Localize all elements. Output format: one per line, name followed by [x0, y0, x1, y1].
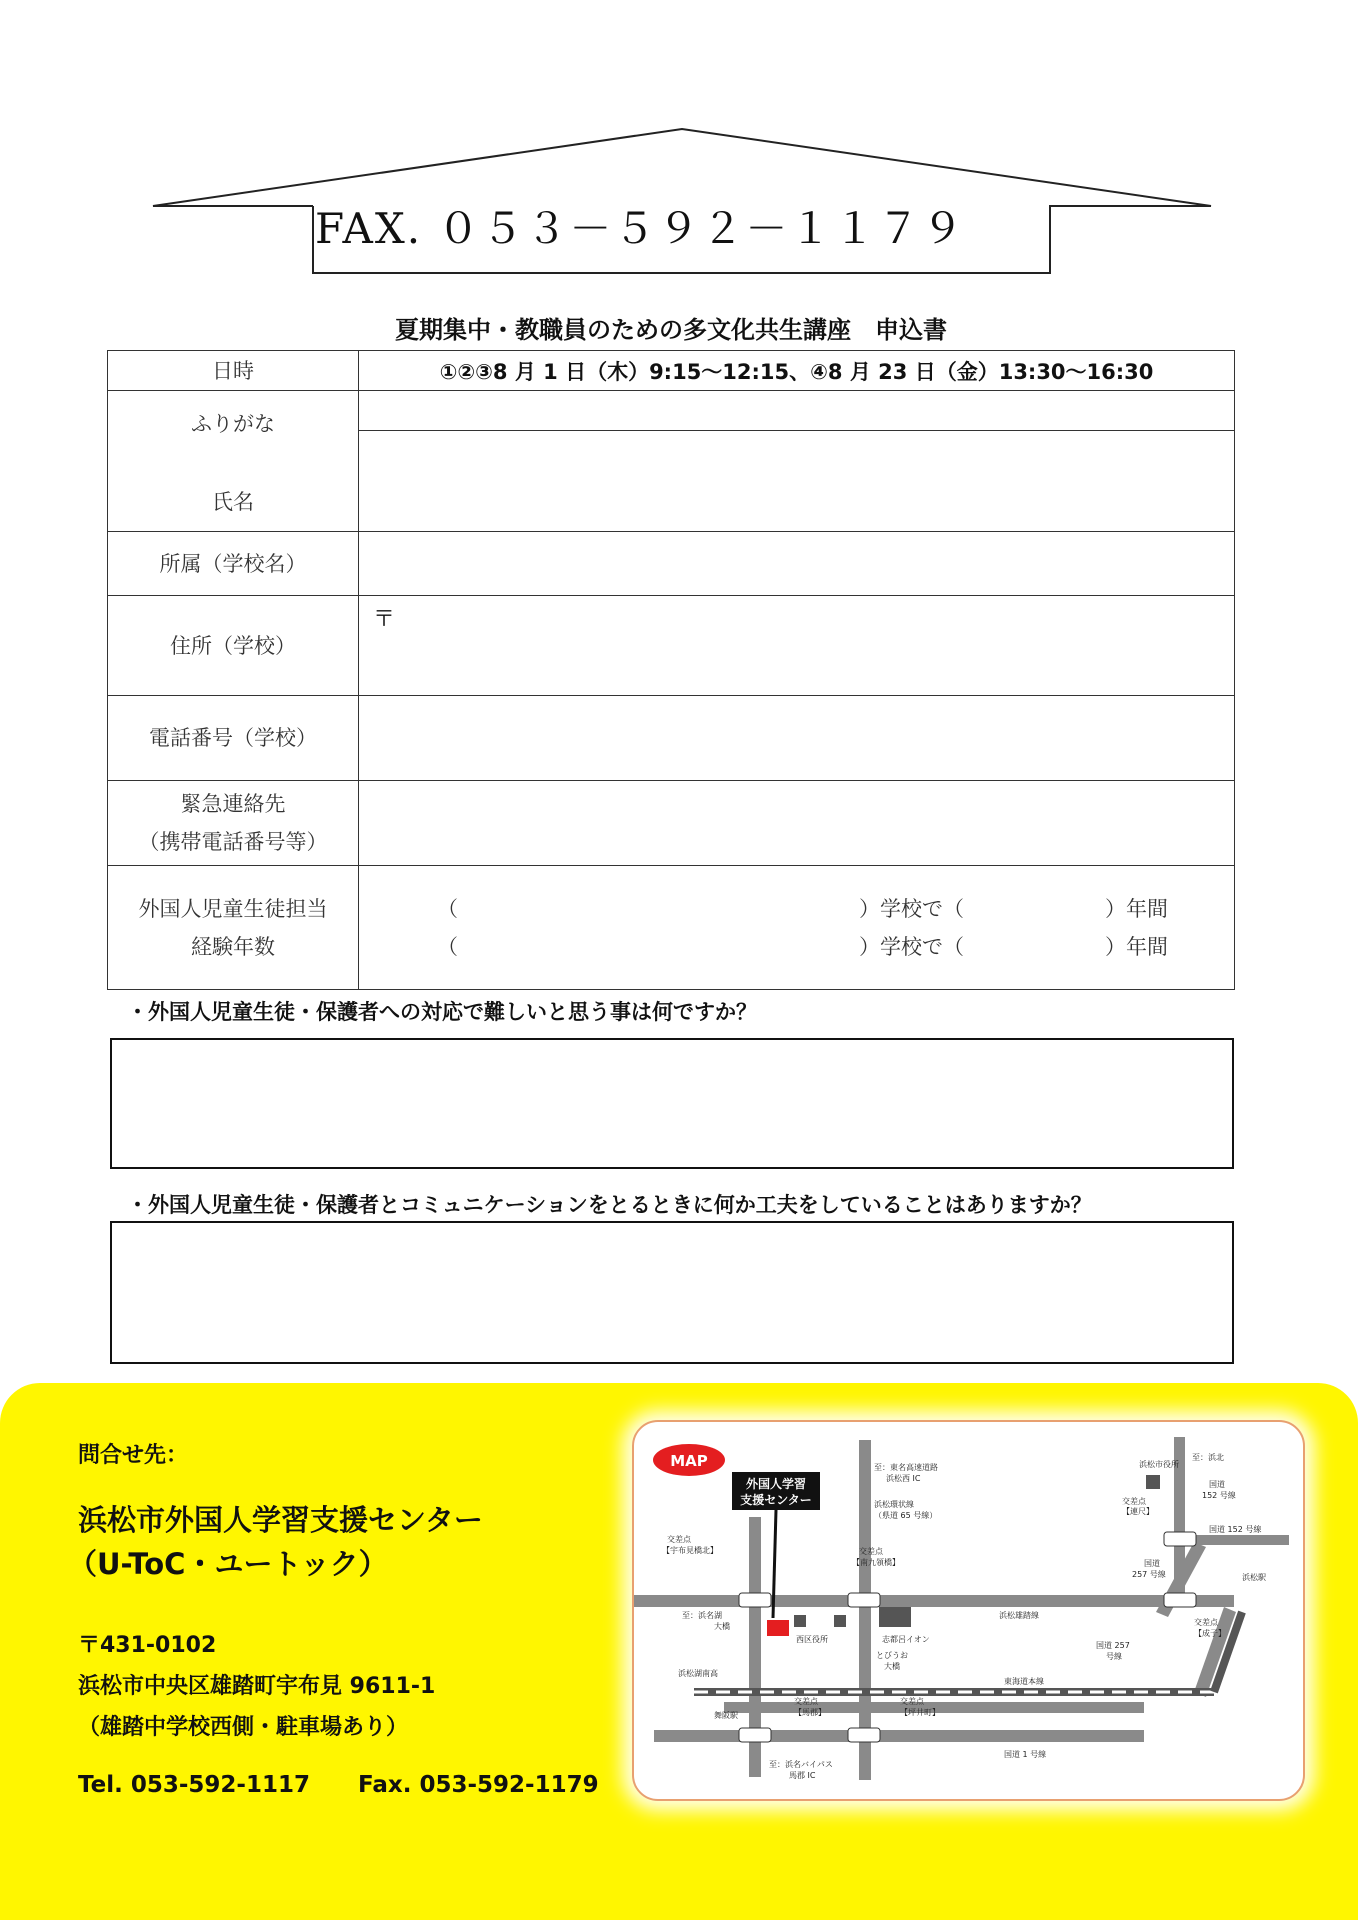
application-form-table [107, 350, 1235, 990]
map-label: 浜松市役所 [1139, 1460, 1179, 1469]
map-label: 浜松駅 [1242, 1573, 1266, 1582]
map-label: 【坪井町】 [900, 1708, 940, 1717]
map-label: 浜松西 IC [886, 1474, 921, 1483]
map-label: とびうお [876, 1651, 908, 1660]
years-text: ）年間 [1105, 896, 1168, 921]
answer-box-2[interactable] [110, 1221, 1234, 1364]
map-label: 志都呂イオン [882, 1635, 930, 1644]
map-label: 号線 [1106, 1652, 1122, 1661]
experience-field[interactable] [359, 866, 1235, 990]
map-label: 国道 [1144, 1559, 1160, 1568]
map-label: 交差点 [1122, 1497, 1146, 1506]
name-field[interactable] [359, 430, 1235, 531]
map-label: 257 号線 [1132, 1570, 1166, 1579]
map-label: 浜松雄踏線 [999, 1611, 1039, 1620]
address: 浜松市中央区雄踏町宇布見 9611-1 [78, 1674, 436, 1699]
experience-label-1: 外国人児童生徒担当 [138, 896, 328, 921]
map-label: 交差点 [859, 1547, 883, 1556]
map-label: 西区役所 [796, 1635, 828, 1644]
phone-field[interactable] [359, 696, 1235, 781]
address-label: 住所（学校） [108, 596, 359, 696]
map-label: 浜松湖南高 [678, 1669, 718, 1678]
org-abbr: （U-ToC・ユートック） [68, 1547, 388, 1581]
map-label: 大橋 [884, 1662, 900, 1671]
affiliation-field[interactable] [359, 532, 1235, 596]
school-de-text: ）学校で（ [859, 934, 964, 959]
access-map [632, 1420, 1305, 1801]
map-label: 国道 1 号線 [1004, 1750, 1047, 1759]
map-label: 国道 257 [1096, 1641, 1130, 1650]
map-label: 舞阪駅 [714, 1711, 738, 1720]
emergency-label-2: （携帯電話番号等） [138, 830, 328, 854]
furigana-label: ふりがな [191, 412, 275, 436]
postal-code: 〒431-0102 [78, 1633, 217, 1658]
map-label: 交差点 [900, 1697, 924, 1706]
phone-label: 電話番号（学校） [108, 696, 359, 781]
map-label: 【馬郡】 [794, 1708, 826, 1717]
map-label: 【宇布見橋北】 [662, 1546, 718, 1555]
map-label: 至：浜北 [1192, 1453, 1224, 1462]
fax-number-footer: Fax. 053-592-1179 [358, 1772, 599, 1798]
map-label: 至：東名高速道路 [874, 1463, 938, 1472]
map-label: 浜松環状線 [874, 1500, 914, 1509]
experience-line-2 [359, 928, 1234, 966]
map-label: 至：浜名バイパス [769, 1760, 833, 1769]
map-label: 交差点 [667, 1535, 691, 1544]
years-text: ）年間 [1105, 934, 1168, 959]
map-drawing [634, 1422, 1303, 1799]
experience-label-2: 経験年数 [191, 934, 275, 959]
org-name: 浜松市外国人学習支援センター [78, 1503, 483, 1537]
datetime-value: ①②③8 月 1 日（木）9:15～12:15、④8 月 23 日（金）13:30～16:30 [439, 359, 1154, 384]
address-field[interactable] [359, 596, 1235, 696]
open-paren: （ [437, 934, 458, 959]
question-2: ・外国人児童生徒・保護者とコミュニケーションをとるときに何か工夫をしていることはありますか？ [127, 1193, 1092, 1217]
map-center-label-1: 外国人学習 [745, 1477, 807, 1491]
map-label: 大橋 [714, 1622, 730, 1631]
map-label: 国道 152 号線 [1209, 1525, 1262, 1534]
map-label: 至：浜名湖 [682, 1611, 722, 1620]
experience-line-1 [359, 890, 1234, 928]
map-label: 152 号線 [1202, 1491, 1236, 1500]
datetime-label: 日時 [108, 351, 359, 391]
map-badge: MAP [670, 1452, 708, 1470]
map-label: 国道 [1209, 1480, 1225, 1489]
fax-number: FAX. ０５３－５９２－１１７９ [315, 204, 966, 253]
question-1: ・外国人児童生徒・保護者への対応で難しいと思う事は何ですか？ [127, 1000, 757, 1024]
map-label: 【連尺】 [1122, 1507, 1154, 1516]
map-label: （県道 65 号線） [874, 1511, 938, 1520]
map-center-label-2: 支援センター [740, 1493, 812, 1507]
name-label: 氏名 [212, 490, 254, 514]
furigana-field[interactable] [359, 391, 1235, 431]
contact-heading: 問合せ先： [78, 1443, 189, 1468]
map-label: 交差点 [1194, 1618, 1218, 1627]
answer-box-1[interactable] [110, 1038, 1234, 1169]
map-label: 東海道本線 [1004, 1677, 1044, 1686]
affiliation-label: 所属（学校名） [108, 532, 359, 596]
address-note: （雄踏中学校西側・駐車場あり） [78, 1715, 409, 1740]
form-title: 夏期集中・教職員のための多文化共生講座 申込書 [395, 316, 947, 344]
tel-number: Tel. 053-592-1117 [78, 1772, 310, 1798]
emergency-label-1: 緊急連絡先 [180, 792, 286, 816]
map-label: 【南九領橋】 [852, 1558, 900, 1567]
school-de-text: ）学校で（ [859, 896, 964, 921]
open-paren: （ [437, 896, 458, 921]
map-label: 交差点 [794, 1697, 818, 1706]
postal-mark: 〒 [373, 607, 396, 632]
tel-fax-line [78, 1772, 599, 1798]
map-label: 馬郡 IC [789, 1771, 816, 1780]
emergency-field[interactable] [359, 781, 1235, 866]
map-label: 【成子】 [1194, 1629, 1226, 1638]
